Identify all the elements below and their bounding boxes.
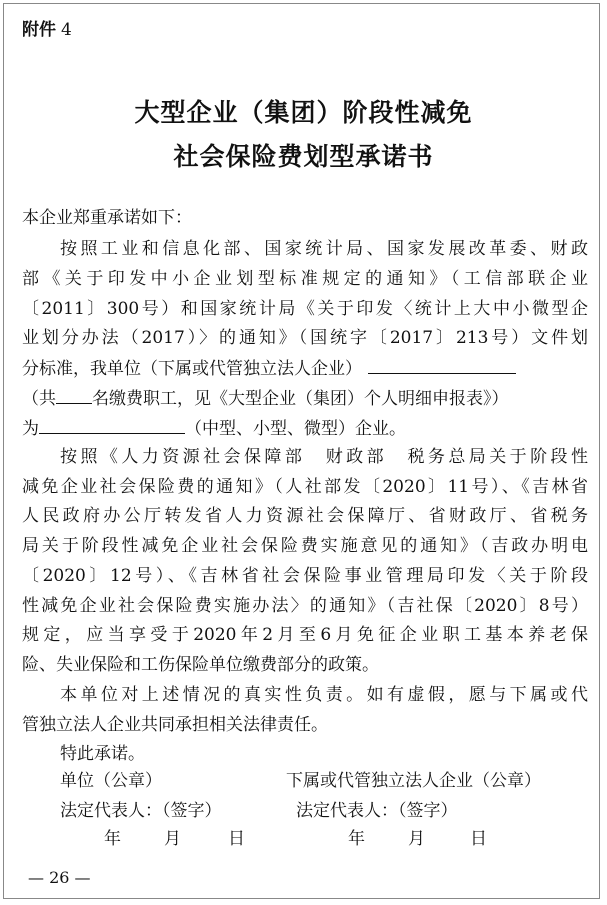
paragraph1-line: （共 名缴费职工，见《大型企业（集团）个人明细申报表》） bbox=[22, 389, 509, 409]
document-title-line1: 大型企业（集团）阶段性减免 bbox=[134, 98, 473, 127]
paragraph1-line: 为 （中型、小型、微型）企业。 bbox=[22, 419, 406, 439]
opening-line: 本企业郑重承诺如下： bbox=[22, 208, 192, 228]
left-date-year: 年 bbox=[104, 829, 121, 849]
paragraph2-line: 减免企业社会保险费的通知》（人社部发〔2020〕11号）、《吉林省 bbox=[22, 477, 588, 497]
paragraph1-line: 部《关于印发中小企业划型标准规定的通知》（工信部联企业 bbox=[22, 269, 588, 289]
paragraph2-line: 险、失业保险和工伤保险单位缴费部分的政策。 bbox=[22, 655, 379, 675]
right-date-month: 月 bbox=[408, 829, 425, 849]
right-unit-seal-label: 下属或代管独立法人企业（公章） bbox=[286, 771, 541, 791]
left-date-day: 日 bbox=[228, 829, 245, 849]
paragraph3-line: 管独立法人企业共同承担相关法律责任。 bbox=[22, 715, 328, 735]
right-legal-rep-label: 法定代表人：（签字） bbox=[296, 801, 458, 821]
enterprise-type-blank bbox=[39, 417, 185, 434]
annex-number: 4 bbox=[61, 20, 72, 40]
right-date-day: 日 bbox=[470, 829, 487, 849]
document-title-line2: 社会保险费划型承诺书 bbox=[173, 142, 434, 171]
paragraph1-line: 按照工业和信息化部、国家统计局、国家发展改革委、财政 bbox=[60, 239, 588, 259]
unit-name-blank bbox=[368, 357, 516, 374]
paragraph1-line: 业划分办法（2017）〉的通知》（国统字〔2017〕213号）文件划 bbox=[22, 328, 588, 348]
paragraph2-line: 按照《人力资源社会保障部 财政部 税务总局关于阶段性 bbox=[60, 447, 588, 467]
paragraph2-line: 局关于阶段性减免企业社会保险费实施意见的通知》（吉政办明电 bbox=[22, 536, 588, 556]
paragraph3-line: 本单位对上述情况的真实性负责。如有虚假，愿与下属或代 bbox=[60, 685, 588, 705]
closing-line: 特此承诺。 bbox=[60, 744, 145, 764]
paragraph2-line: 性减免企业社会保险费实施办法〉的通知》（吉社保〔2020〕8号） bbox=[22, 596, 588, 616]
employee-count-blank bbox=[56, 387, 92, 404]
paragraph1-line: 〔2011〕300号）和国家统计局《关于印发〈统计上大中小微型企 bbox=[22, 299, 588, 319]
right-date-year: 年 bbox=[348, 829, 365, 849]
paragraph2-line: 〔2020〕12号）、《吉林省社会保险事业管理局印发〈关于阶段 bbox=[22, 566, 588, 586]
left-date-month: 月 bbox=[164, 829, 181, 849]
page-number: — 26 — bbox=[28, 868, 91, 887]
paragraph1-line: 分标准，我单位（下属或代管独立法人企业） bbox=[22, 357, 588, 379]
paragraph2-line: 人民政府办公厅转发省人力资源社会保障厅、省财政厅、省税务 bbox=[22, 506, 588, 526]
left-legal-rep-label: 法定代表人：（签字） bbox=[60, 801, 222, 821]
annex-label: 附件 4 bbox=[22, 20, 72, 40]
paragraph2-line: 规定，应当享受于2020年2月至6月免征企业职工基本养老保 bbox=[22, 625, 588, 645]
left-unit-seal-label: 单位（公章） bbox=[60, 771, 162, 791]
